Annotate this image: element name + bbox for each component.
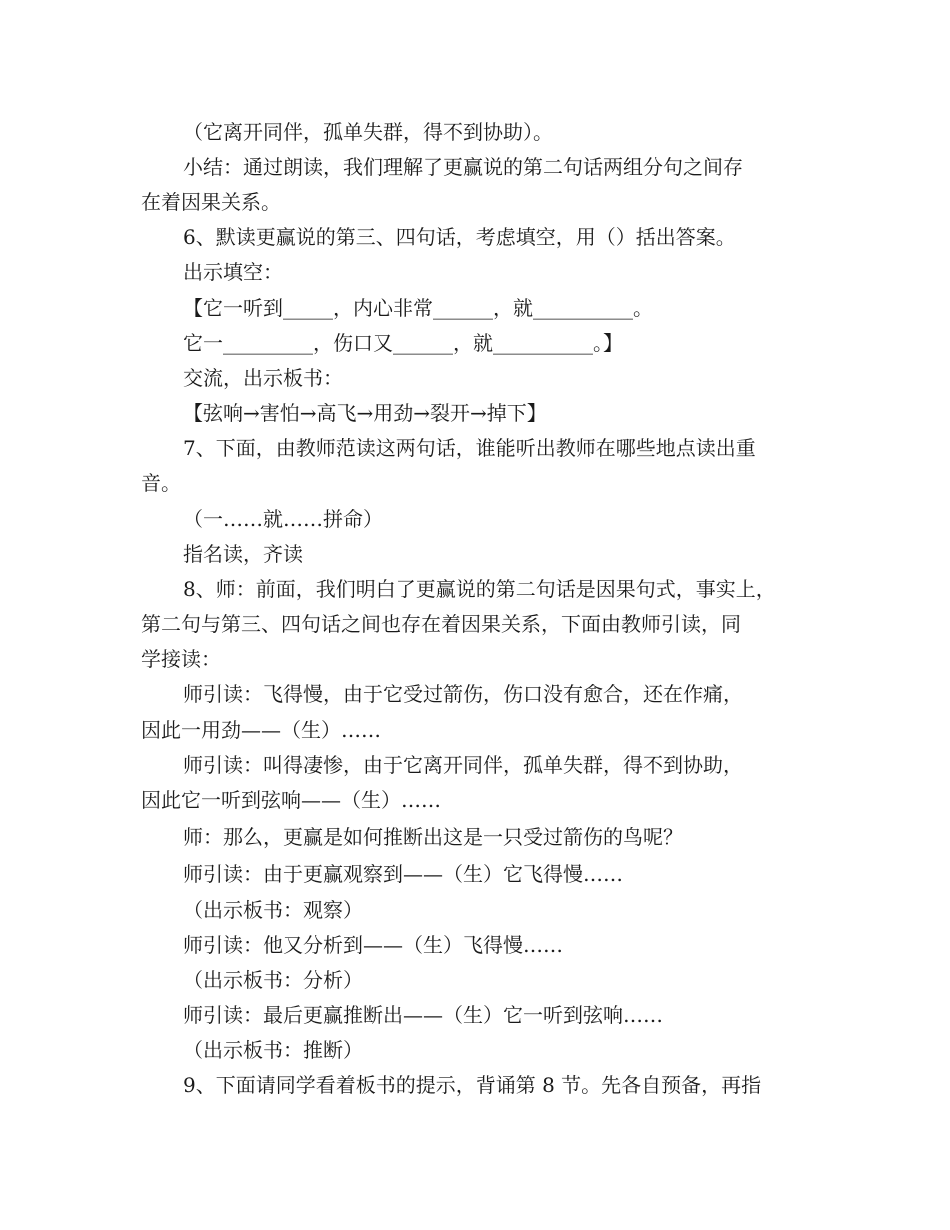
text-line: 因此一用劲——（生）…… xyxy=(141,718,381,742)
text-line: 师引读：飞得慢，由于它受过箭伤，伤口没有愈合，还在作痛， xyxy=(183,682,743,706)
text-line: （出示板书：分析） xyxy=(183,968,363,992)
text-line: 师引读：最后更赢推断出——（生）它一听到弦响…… xyxy=(183,1003,663,1027)
text-line: 8、师：前面，我们明白了更赢说的第二句话是因果句式，事实上， xyxy=(183,577,776,601)
text-line: 师引读：由于更赢观察到——（生）它飞得慢…… xyxy=(183,862,623,886)
text-line: 师引读：叫得凄惨，由于它离开同伴，孤单失群，得不到协助， xyxy=(183,753,743,777)
text-line: 第二句与第三、四句话之间也存在着因果关系，下面由教师引读，同 xyxy=(141,612,741,636)
text-line: 它一_________，伤口又______，就__________。】 xyxy=(183,331,623,355)
text-line: 9、下面请同学看着板书的提示，背诵第 8 节。先各自预备，再指 xyxy=(183,1073,762,1097)
text-line: （它离开同伴，孤单失群，得不到协助）。 xyxy=(183,120,553,144)
text-line: （一……就……拼命） xyxy=(183,507,383,531)
text-line: 6、默读更赢说的第三、四句话，考虑填空，用（）括出答案。 xyxy=(183,225,736,249)
text-line: 【弦响→害怕→高飞→用劲→裂开→掉下】 xyxy=(183,401,547,425)
text-line: 师：那么，更赢是如何推断出这是一只受过箭伤的鸟呢？ xyxy=(183,825,683,849)
text-line: （出示板书：观察） xyxy=(183,898,363,922)
text-line: 因此它一听到弦响——（生）…… xyxy=(141,788,441,812)
text-line: 音。 xyxy=(141,471,181,495)
text-line: 【它一听到_____，内心非常______，就__________。 xyxy=(183,296,653,320)
text-line: 出示填空： xyxy=(183,260,283,284)
text-line: 小结：通过朗读，我们理解了更赢说的第二句话两组分句之间存 xyxy=(183,155,743,179)
text-line: 在着因果关系。 xyxy=(141,190,281,214)
text-line: 7、下面，由教师范读这两句话，谁能听出教师在哪些地点读出重 xyxy=(183,436,756,460)
text-line: 学接读： xyxy=(141,647,221,671)
text-line: 指名读，齐读 xyxy=(183,542,303,566)
text-line: 交流，出示板书： xyxy=(183,366,343,390)
text-line: 师引读：他又分析到——（生）飞得慢…… xyxy=(183,933,563,957)
text-line: （出示板书：推断） xyxy=(183,1038,363,1062)
